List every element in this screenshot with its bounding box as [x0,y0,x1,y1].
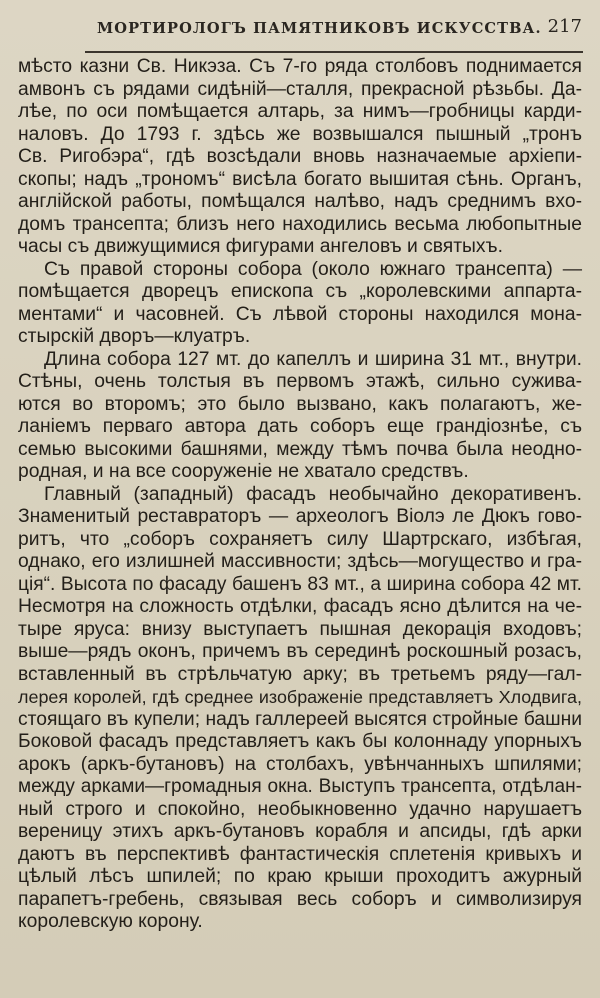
text-line: однако, его излишней массивности; здѣсь—могущество и гра- [18,551,582,572]
text-line: вереницу этихъ аркъ-бутановъ корабля и апсиды, гдѣ арки [18,821,582,842]
text-line: лерея королей, гдѣ среднее изображеніе представляетъ Хлодвига, [18,687,582,707]
text-line: Съ правой стороны собора (около южнаго трансепта) — [44,258,582,280]
text-line: англійской работы, помѣщался налѣво, надъ среднимъ вхо- [18,191,582,212]
text-line: Длина собора 127 мт. до капеллъ и ширина 31 мт., внутри. [44,348,582,370]
text-line: арокъ (аркъ-бутановъ) на столбахъ, увѣнчанныхъ шпилями; [18,753,582,775]
text-line: Главный (западный) фасадъ необычайно декоративенъ. [44,483,582,505]
text-line: часы съ движущимися фигурами ангеловъ и святыхъ. [18,236,503,257]
running-title: МОРТИРОЛОГЪ ПАМЯТНИКОВЪ ИСКУССТВА. [97,20,542,37]
paragraph [18,56,582,259]
text-line: семью высокими башнями, между тѣмъ почва была неодно- [18,438,582,460]
text-line: ментами“ и часовней. Съ лѣвой стороны находился мона- [18,303,582,325]
text-line: Знаменитый реставраторъ — археологъ Віолэ ле Дюкъ гово- [18,506,582,527]
text-line: даютъ въ перспективѣ фантастическія сплетенія кривыхъ и [18,843,582,865]
text-line: Св. Ригобэра“, гдѣ возсѣдали вновь назначаемые архіепи- [18,146,582,167]
text-line: парапетъ-гребень, связывая весь соборъ и символизируя [18,888,582,910]
paragraph [18,484,582,934]
text-line: стырскій дворъ—клуатръ. [18,326,251,347]
paragraph [18,349,582,484]
text-line: лѣе, по оси помѣщается алтарь, за нимъ—гробницы карди- [18,101,582,122]
text-line: королевскую корону. [18,911,203,932]
page-header [97,16,582,46]
text-line: скопы; надъ „трономъ“ висѣла богато вышитая сѣнь. Органъ, [18,168,582,190]
paragraph [18,259,582,349]
text-line: Несмотря на сложность отдѣлки, фасадъ ясно дѣлится на че- [18,596,582,617]
text-line: мѣсто казни Св. Никэза. Съ 7-го ряда столбовъ поднимается [18,56,582,77]
body-text [18,56,582,934]
text-line: ный строго и спокойно, необыкновенно удачно нарушаетъ [18,798,582,820]
text-line: ланіемъ перваго автора дать соборъ еще грандіознѣе, съ [18,416,582,437]
text-line: ція“. Высота по фасаду башенъ 83 мт., а ширина собора 42 мт. [18,573,582,595]
text-line: ются во второмъ; это было вызвано, какъ полагаютъ, же- [18,393,582,415]
text-line: стоящаго въ купели; надъ галлереей высятся стройные башни [18,708,582,730]
text-line: Боковой фасадъ представляетъ какъ бы колоннаду упорныхъ [18,731,582,752]
text-line: домъ трансепта; близъ него находились весьма любопытные [18,213,582,235]
text-line: ритъ, что „соборъ сохраняетъ силу Шартрскаго, избѣгая, [18,528,582,550]
text-line: Стѣны, очень толстыя въ первомъ этажѣ, сильно сужива- [18,371,582,392]
page-number: 217 [547,16,582,37]
text-line: между арками—громадныя окна. Выступъ трансепта, отдѣлан- [18,776,582,797]
text-line: помѣщается дворецъ епископа съ „королевскими аппарта- [18,281,582,302]
text-line: амвонъ съ рядами сидѣній—сталля, прекрасной рѣзьбы. Да- [18,78,582,100]
text-line: цѣлый лѣсъ шпилей; по краю крыши проходитъ ажурный [18,866,582,887]
text-line: выше—рядъ оконъ, причемъ въ серединѣ роскошный розасъ, [18,641,582,662]
text-line: родная, и на все сооруженіе не хватало средствъ. [18,461,469,482]
text-line: вставленный въ стрѣльчатую арку; въ третьемъ ряду—гал- [18,663,582,685]
text-line: тыре яруса: внизу выступаетъ пышная декорація входовъ; [18,618,582,640]
header-rule [85,51,583,53]
text-line: наловъ. До 1793 г. здѣсь же возвышался пышный „тронъ [18,123,582,145]
